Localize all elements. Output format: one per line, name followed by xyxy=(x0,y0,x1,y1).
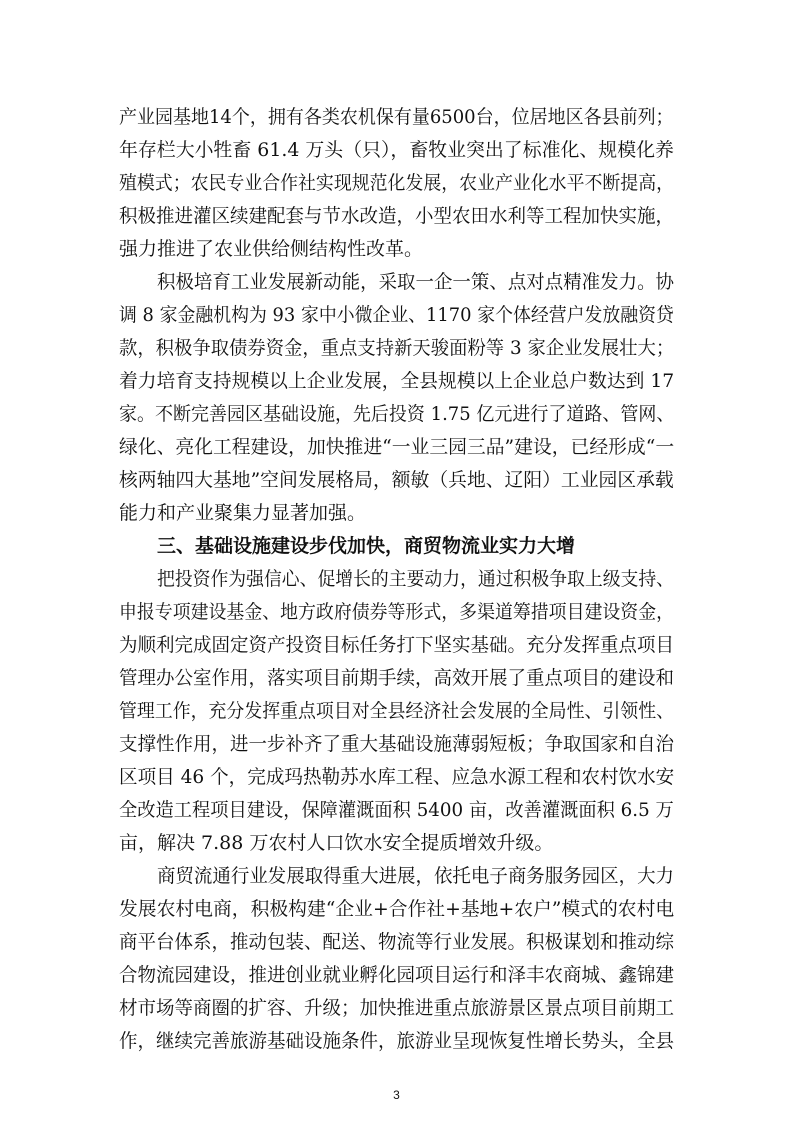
body-line: 能力和产业聚集力显著加强。 xyxy=(119,502,367,524)
body-line: 区项目 46 个，完成玛热勒苏水库工程、应急水源工程和农村饮水安 xyxy=(119,766,675,788)
body-line: 发展农村电商，积极构建“企业+合作社+基地+农户”模式的农村电 xyxy=(119,898,675,920)
body-line: 材市场等商圈的扩容、升级；加快推进重点旅游景区景点项目前期工 xyxy=(119,997,675,1019)
body-line: 核两轴四大基地”空间发展格局，额敏（兵地、辽阳）工业园区承载 xyxy=(119,469,674,491)
body-line: 亩，解决 7.88 万农村人口饮水安全提质增效升级。 xyxy=(119,832,554,854)
body-line: 调 8 家金融机构为 93 家中小微企业、1170 家个体经营户发放融资贷 xyxy=(119,304,674,326)
body-line: 积极推进灌区续建配套与节水改造，小型农田水利等工程加快实施， xyxy=(119,205,675,227)
body-line: 合物流园建设，推进创业就业孵化园项目运行和泽丰农商城、鑫锦建 xyxy=(119,964,675,986)
section-heading: 三、基础设施建设步伐加快，商贸物流业实力大增 xyxy=(157,535,576,557)
body-line: 为顺利完成固定资产投资目标任务打下坚实基础。充分发挥重点项目 xyxy=(119,634,675,656)
body-line: 管理办公室作用，落实项目前期手续，高效开展了重点项目的建设和 xyxy=(119,667,675,689)
body-line: 支撑性作用，进一步补齐了重大基础设施薄弱短板；争取国家和自治 xyxy=(119,733,675,755)
body-line: 全改造工程项目建设，保障灌溉面积 5400 亩，改善灌溉面积 6.5 万 xyxy=(119,799,674,821)
paragraph-first-line: 商贸流通行业发展取得重大进展，依托电子商务服务园区，大力 xyxy=(157,865,675,887)
body-line: 产业园基地14个，拥有各类农机保有量6500台，位居地区各县前列； xyxy=(119,106,674,128)
body-line: 申报专项建设基金、地方政府债券等形式，多渠道筹措项目建设资金， xyxy=(119,601,675,623)
body-line: 绿化、亮化工程建设，加快推进“一业三园三品”建设，已经形成“一 xyxy=(119,436,675,458)
body-line: 年存栏大小牲畜 61.4 万头（只），畜牧业突出了标准化、规模化养 xyxy=(119,139,674,161)
body-line: 作，继续完善旅游基础设施条件，旅游业呈现恢复性增长势头，全县 xyxy=(119,1030,675,1052)
body-line: 强力推进了农业供给侧结构性改革。 xyxy=(119,238,424,260)
body-line: 着力培育支持规模以上企业发展，全县规模以上企业总户数达到 17 xyxy=(119,370,675,392)
body-line: 殖模式；农民专业合作社实现规范化发展，农业产业化水平不断提高， xyxy=(119,172,675,194)
page-number: 3 xyxy=(393,1088,400,1102)
body-line: 管理工作，充分发挥重点项目对全县经济社会发展的全局性、引领性、 xyxy=(119,700,675,722)
body-line: 款，积极争取债券资金，重点支持新天骏面粉等 3 家企业发展壮大； xyxy=(119,337,675,359)
paragraph-first-line: 积极培育工业发展新动能，采取一企一策、点对点精准发力。协 xyxy=(157,271,675,293)
paragraph-first-line: 把投资作为强信心、促增长的主要动力，通过积极争取上级支持、 xyxy=(157,568,675,590)
body-line: 商平台体系，推动包装、配送、物流等行业发展。积极谋划和推动综 xyxy=(119,931,675,953)
body-line: 家。不断完善园区基础设施，先后投资 1.75 亿元进行了道路、管网、 xyxy=(119,403,675,425)
